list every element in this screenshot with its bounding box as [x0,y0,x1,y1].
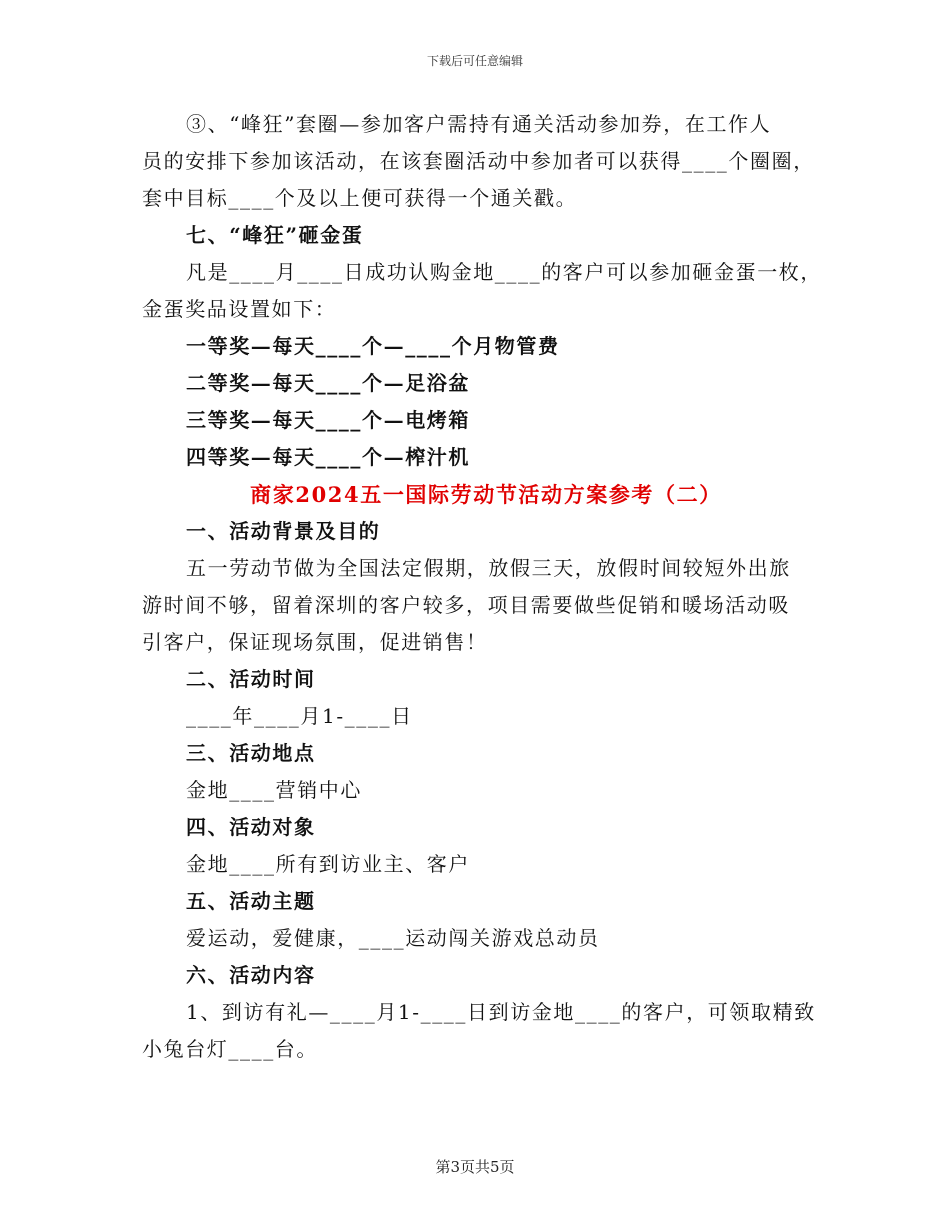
section-heading: 七、“峰狂”砸金蛋 [186,223,364,247]
paragraph-line: ____年____月1-____日 [186,704,413,728]
paragraph-line: 小兔台灯____台。 [142,1037,318,1061]
paragraph-line: 金地____营销中心 [186,778,362,802]
section-heading: 四等奖—每天____个—榨汁机 [186,445,470,469]
section-heading: 一、活动背景及目的 [186,519,381,543]
paragraph-line: 凡是____月____日成功认购金地____的客户可以参加砸金蛋一枚， [186,260,822,284]
paragraph-line: 爱运动，爱健康，____运动闯关游戏总动员 [186,926,600,950]
paragraph-line: 金地____所有到访业主、客户 [186,852,470,876]
section-heading: 六、活动内容 [186,963,316,987]
paragraph-line: 套中目标____个及以上便可获得一个通关戳。 [142,186,578,210]
section-heading: 三、活动地点 [186,741,316,765]
page-footer: 第3页共5页 [435,1158,515,1176]
section-heading: 二、活动时间 [186,667,316,691]
paragraph-line: 五一劳动节做为全国法定假期，放假三天，放假时间较短外出旅 [186,556,791,580]
section-title: 商家2024五一国际劳动节活动方案参考（二） [250,482,722,507]
paragraph-line: 引客户，保证现场氛围，促进销售！ [142,630,488,654]
document-body [142,106,822,1068]
section-heading: 五、活动主题 [186,889,316,913]
section-heading: 四、活动对象 [186,815,316,839]
section-heading: 三等奖—每天____个—电烤箱 [186,408,470,432]
page-header: 下载后可任意编辑 [426,54,523,68]
paragraph-line: ③、“峰狂”套圈—参加客户需持有通关活动参加券，在工作人 [186,112,772,136]
section-heading: 一等奖—每天____个—____个月物管费 [186,334,560,358]
section-heading: 二等奖—每天____个—足浴盆 [186,371,470,395]
paragraph-line: 1、到访有礼—____月1-____日到访金地____的客户，可领取精致 [186,1000,816,1024]
paragraph-line: 金蛋奖品设置如下： [142,297,337,321]
paragraph-line: 游时间不够，留着深圳的客户较多，项目需要做些促销和暖场活动吸 [142,593,790,617]
paragraph-line: 员的安排下参加该活动，在该套圈活动中参加者可以获得____个圈圈， [142,149,815,173]
